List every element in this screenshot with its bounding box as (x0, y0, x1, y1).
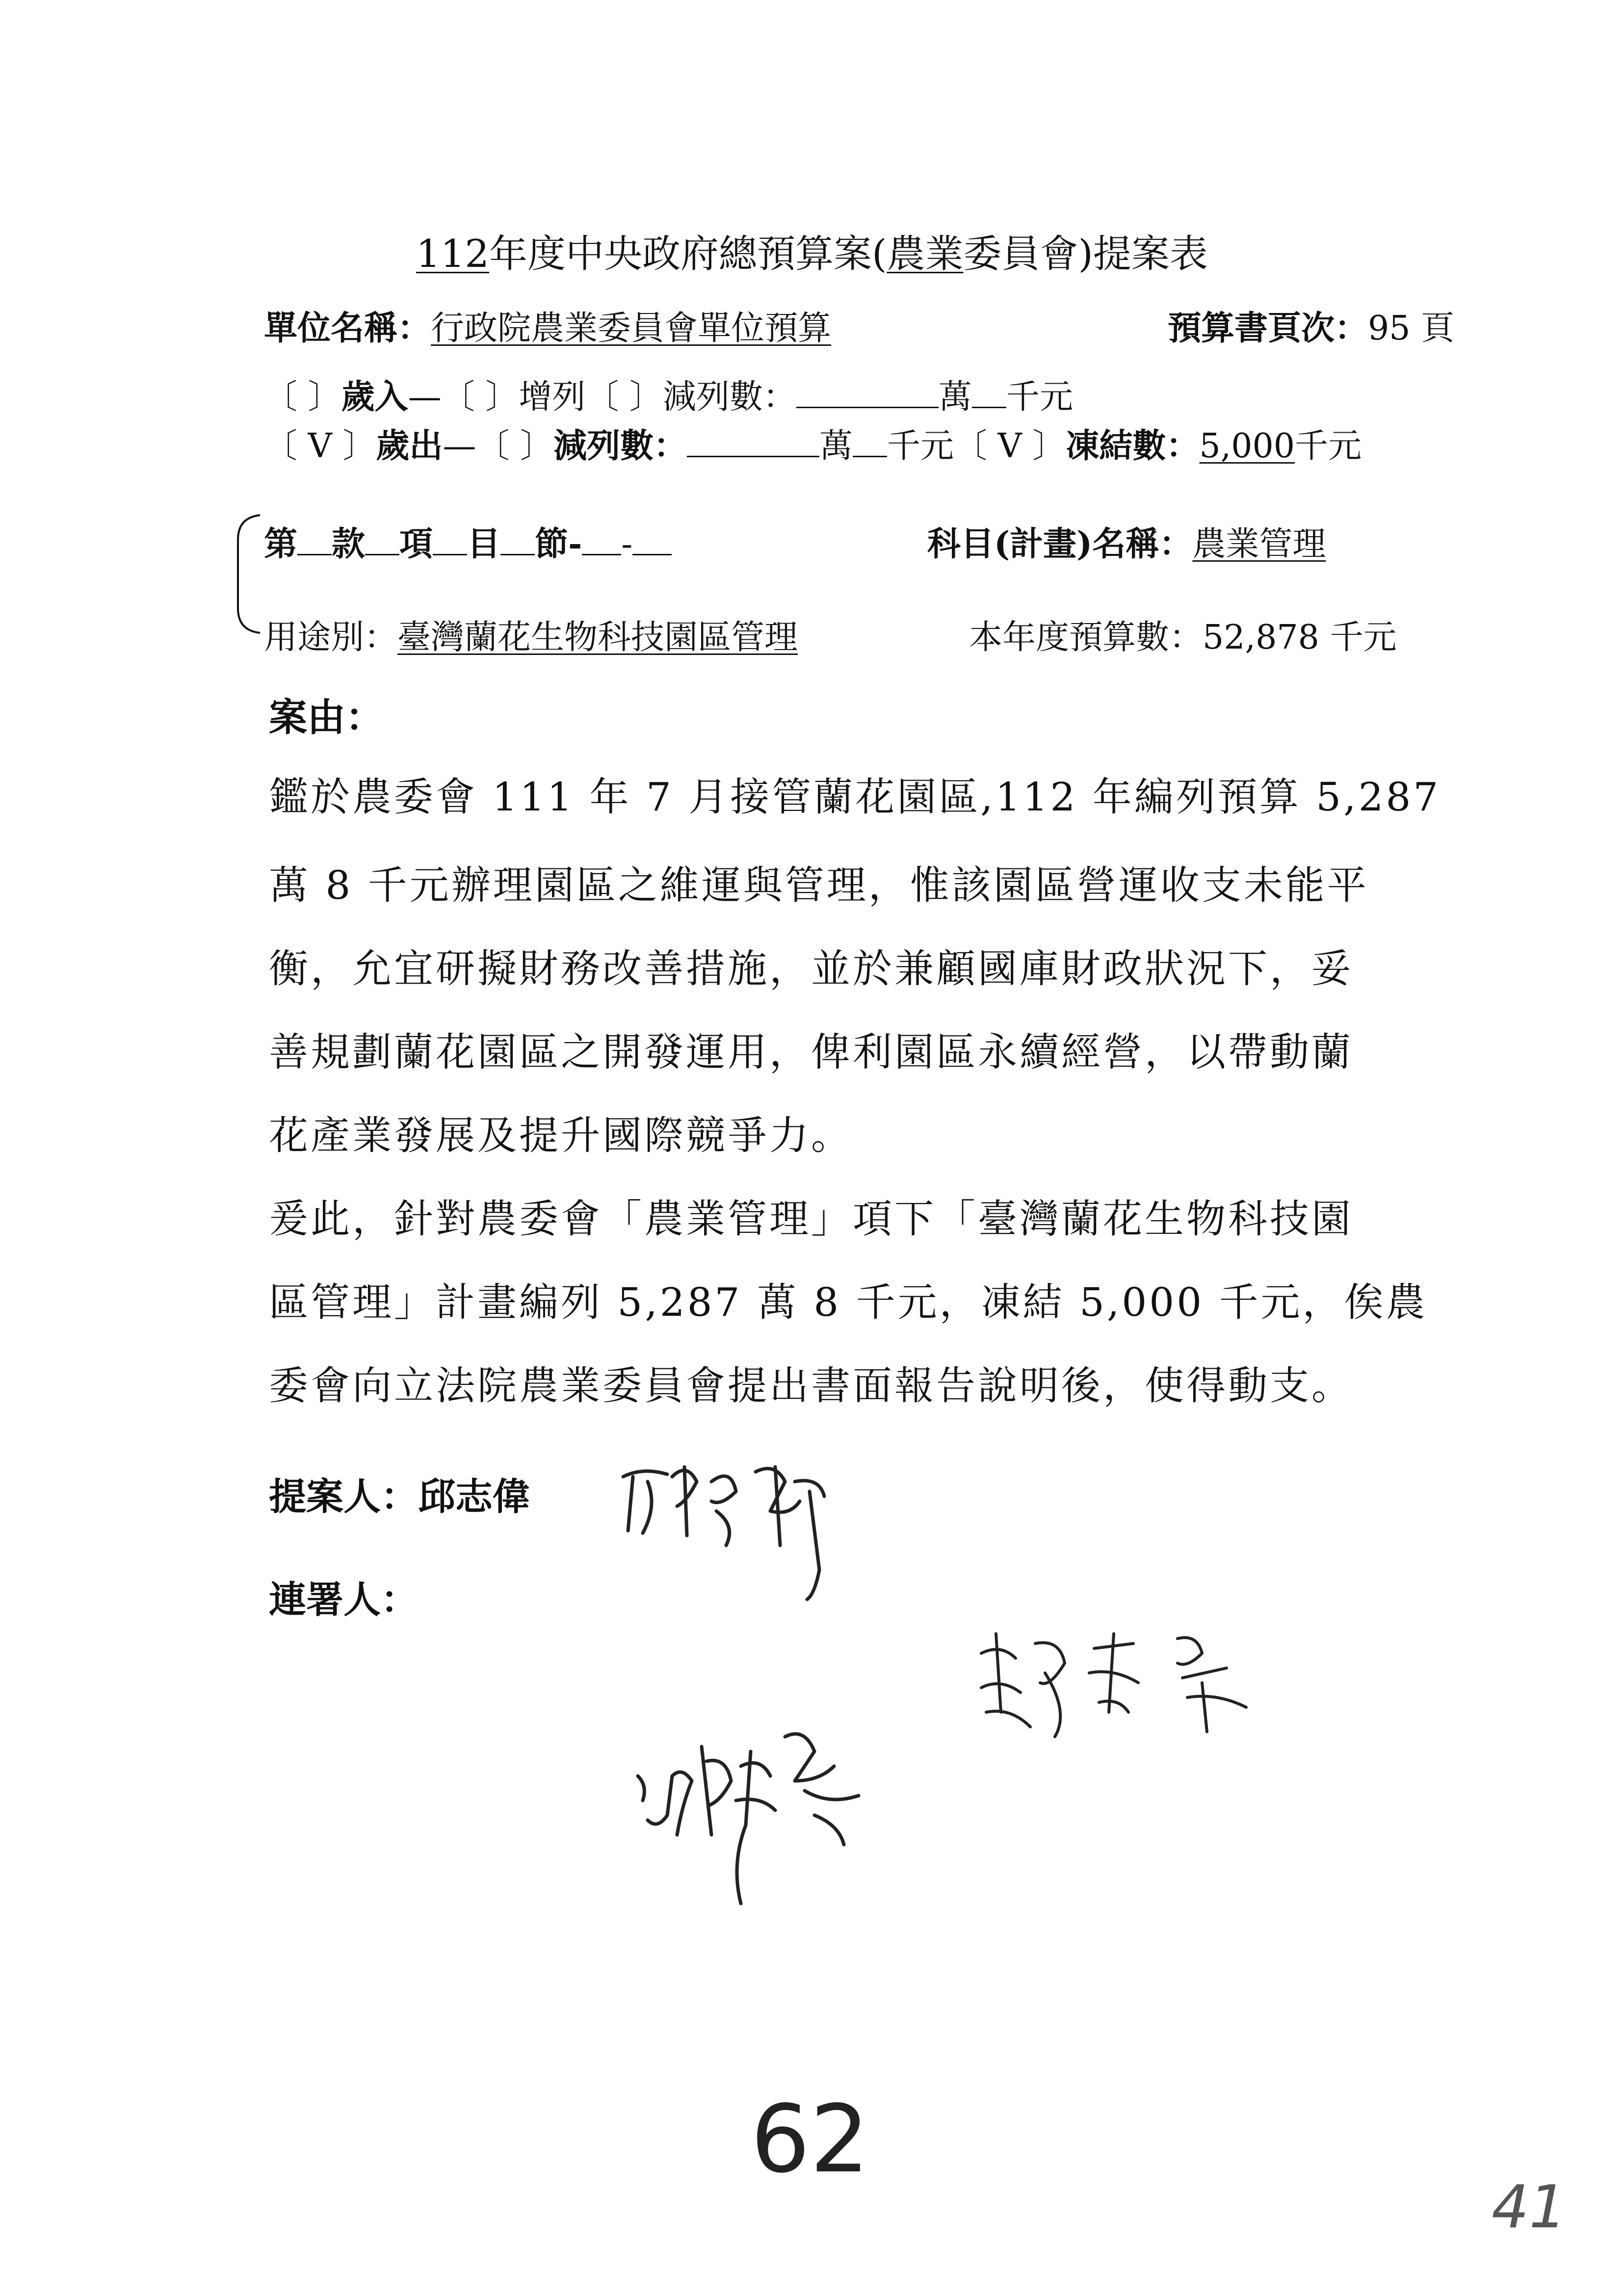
class-blank-2 (632, 553, 672, 555)
body-line-3: 衡，允宜研擬財務改善措施，並於兼顧國庫財政狀況下，妥 (269, 946, 1353, 991)
class-blank-1 (582, 553, 621, 555)
revenue-wan: 萬 (938, 378, 972, 417)
expenditure-wan: 萬 (819, 427, 853, 466)
unit-label: 單位名稱： (264, 309, 431, 348)
body-line-7: 區管理」計畫編列 5,287 萬 8 千元，凍結 5,000 千元，俟農 (269, 1279, 1428, 1325)
usage-label: 用途別： (264, 618, 398, 657)
body-line-6: 爰此，針對農委會「農業管理」項下「臺灣蘭花生物科技園 (269, 1196, 1353, 1242)
expenditure-decrease-checkbox: 〔 〕 (476, 427, 553, 466)
revenue-checkbox: 〔 〕 (264, 378, 341, 417)
budget-page-row (1168, 302, 1454, 349)
body-line-1: 鑑於農委會 111 年 7 月接管蘭花園區,112 年編列預算 5,287 (269, 774, 1441, 820)
page-title (0, 223, 1624, 278)
revenue-dash: — (408, 378, 442, 417)
class-mu-blank (433, 553, 467, 555)
freeze-checkbox: 〔 V 〕 (954, 427, 1066, 466)
class-xiang: 項 (399, 524, 433, 564)
revenue-row (264, 370, 1073, 418)
class-mu: 目 (467, 524, 501, 564)
freeze-label: 凍結數： (1066, 426, 1200, 466)
cosigner-signature-1 (971, 1614, 1276, 1761)
proposer-row (269, 1467, 530, 1520)
body-line-8: 委會向立法院農業委員會提出書面報告說明後，使得動支。 (269, 1363, 1353, 1409)
freeze-unit: 千元 (1295, 427, 1362, 466)
freeze-value: 5,000 (1199, 427, 1295, 466)
revenue-decrease-checkbox: 〔 〕 (585, 378, 663, 417)
class-kuan-blank (297, 553, 332, 555)
class-jie-blank (500, 553, 535, 555)
cosigner-label: 連署人： (269, 1578, 418, 1621)
class-xiang-blank (365, 553, 399, 555)
expenditure-dash: — (443, 427, 476, 466)
title-part2: 委員會)提案表 (963, 232, 1208, 276)
revenue-qian: 千元 (1006, 378, 1073, 417)
expenditure-label: 歲出 (376, 426, 443, 466)
budget-value: 52,878 千元 (1203, 618, 1397, 657)
budget-row (969, 611, 1397, 658)
body-line-2: 萬 8 千元辦理園區之維運與管理，惟該園區營運收支未能平 (269, 862, 1369, 908)
unit-value: 行政院農業委員會單位預算 (431, 309, 832, 348)
budget-page-label: 預算書頁次： (1168, 309, 1368, 348)
title-year: 112 (416, 232, 489, 276)
subject-label: 科目(計畫)名稱： (927, 524, 1193, 564)
expenditure-checkbox: 〔 V 〕 (264, 427, 376, 466)
usage-value: 臺灣蘭花生物科技園區管理 (397, 618, 798, 657)
class-jie: 節- (535, 524, 582, 564)
usage-row (264, 611, 798, 658)
revenue-wan-blank (796, 406, 939, 408)
class-sep: - (621, 525, 633, 564)
classification-row (264, 518, 672, 565)
proposer-name: 邱志偉 (418, 1475, 530, 1518)
proposer-signature (613, 1447, 839, 1604)
expenditure-wan-blank (687, 455, 819, 457)
revenue-qian-blank (972, 406, 1006, 408)
class-di: 第 (264, 524, 298, 564)
bracket-curve (231, 510, 265, 638)
subject-value: 農業管理 (1192, 525, 1326, 564)
subject-row (927, 518, 1326, 565)
expenditure-qian-blank (853, 455, 887, 457)
title-part1: 年度中央政府總預算案( (489, 232, 887, 276)
handwritten-page-number: 62 (751, 2085, 869, 2193)
budget-label: 本年度預算數： (969, 618, 1203, 657)
class-kuan: 款 (332, 524, 366, 564)
title-committee: 農業 (887, 232, 964, 276)
handwritten-corner-number: 41 (1492, 2173, 1567, 2242)
expenditure-row (264, 419, 1362, 467)
proposer-label: 提案人： (269, 1475, 418, 1518)
unit-row (264, 302, 831, 349)
expenditure-decrease-label: 減列數： (553, 426, 687, 466)
revenue-decrease-label: 減列數： (662, 378, 796, 417)
revenue-label: 歲入 (341, 377, 408, 417)
body-line-5: 花產業發展及提升國際競爭力。 (269, 1113, 853, 1158)
budget-page-value: 95 頁 (1368, 309, 1455, 348)
reason-heading: 案由： (269, 695, 384, 740)
revenue-increase-label: 增列 (519, 378, 586, 417)
body-line-4: 善規劃蘭花園區之開發運用，俾利園區永續經營，以帶動蘭 (269, 1029, 1353, 1075)
expenditure-qian: 千元 (887, 427, 954, 466)
cosigner-signature-2 (628, 1707, 883, 1913)
revenue-increase-checkbox: 〔 〕 (441, 378, 519, 417)
